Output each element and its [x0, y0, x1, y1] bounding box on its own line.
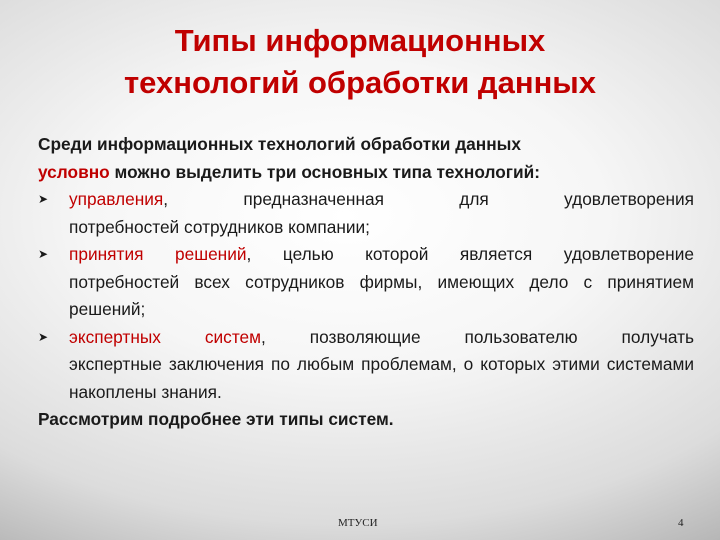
list-item-highlight: управления — [69, 189, 164, 209]
intro-highlight: условно — [38, 161, 110, 182]
list-item — [38, 186, 694, 241]
list-item-text-start: , предназначенная для удовлетворения — [163, 189, 694, 209]
technology-types-list — [38, 186, 694, 406]
list-item-highlight: экспертных систем — [69, 326, 262, 347]
list-item-first-line — [69, 186, 694, 214]
title-line-2: технологий обработки данных — [123, 65, 597, 100]
list-item-first-line — [69, 324, 694, 352]
title-line-1: Типы информационных — [174, 23, 546, 58]
slide-body — [38, 131, 694, 434]
list-item-highlight: принятия решений — [69, 244, 247, 264]
arrowhead-bullet-icon: ➤ — [38, 329, 49, 344]
intro-text-end: можно выделить три основных типа технологий: — [109, 161, 540, 182]
arrowhead-bullet-icon: ➤ — [38, 247, 49, 261]
footer-organization: МТУСИ — [338, 517, 378, 529]
page-number: 4 — [678, 517, 684, 529]
closing-sentence: Рассмотрим подробнее эти типы систем. — [38, 409, 394, 429]
list-item — [38, 241, 694, 324]
list-item-text: потребностей сотрудников компании; — [69, 216, 370, 237]
list-item-text: экспертные заключения по любым проблемам, о которых этими системами накоплены знания. — [69, 354, 694, 402]
list-item-text-start: , целью которой является удовлетворение — [246, 244, 694, 264]
slide-title — [20, 20, 700, 104]
list-item-text: потребностей всех сотрудников фирмы, имеющих дело с принятием решений; — [69, 271, 694, 319]
list-item-text-start: , позволяющие пользователю получать — [261, 326, 694, 347]
list-item — [38, 324, 694, 407]
arrowhead-bullet-icon: ➤ — [38, 192, 49, 206]
intro-text-start: Среди информационных технологий обработки данных — [38, 134, 522, 154]
list-item-first-line — [69, 241, 694, 269]
intro-paragraph — [38, 131, 694, 186]
